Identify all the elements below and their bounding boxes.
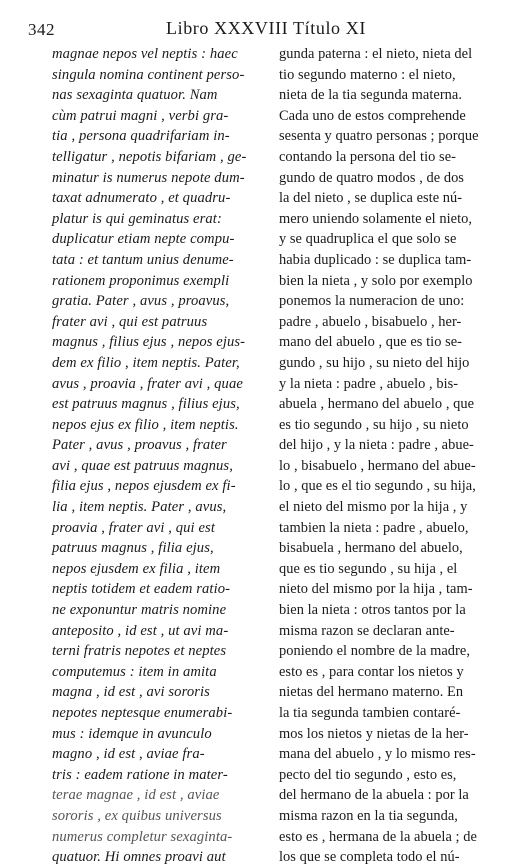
spanish-line: mana del abuelo , y lo mismo res- [279, 746, 476, 763]
spanish-line: nietas del hermano materno. En [279, 684, 464, 701]
latin-line: computemus : item in amita [52, 663, 217, 680]
spanish-line: mero uniendo solamente el nieto, [279, 210, 473, 227]
latin-line: minatur is numerus nepote dum- [52, 169, 245, 186]
spanish-line: misma razon en la tia segunda, [279, 807, 458, 824]
spanish-line: sesenta y quatro personas ; porque [279, 128, 479, 145]
spanish-line: el nieto del mismo por la hija , y [279, 499, 468, 516]
latin-line: cùm patrui magni , verbi gra- [52, 107, 229, 124]
latin-line: filia ejus , nepos ejusdem ex fi- [52, 478, 236, 495]
spanish-line: esto es , para contar los nietos y [279, 663, 464, 680]
latin-line: sororis , ex quibus universus [52, 807, 222, 824]
latin-line: nepos ejus ex filio , item neptis. [52, 416, 239, 433]
latin-line: proavia , frater avi , qui est [52, 519, 215, 536]
spanish-line: que es tio segundo , su hija , el [279, 560, 458, 577]
latin-line: est patruus magnus , filius ejus, [52, 396, 240, 413]
latin-line: telligatur , nepotis bifariam , ge- [52, 148, 247, 165]
running-head: Libro XXXVIII Título XI [166, 18, 366, 38]
latin-line: quatuor. Hi omnes proavi aut [52, 849, 226, 866]
spanish-line: pecto del tio segundo , esto es, [279, 766, 457, 783]
spanish-line: poniendo el nombre de la madre, [279, 643, 470, 660]
latin-column [52, 44, 264, 868]
latin-line: frater avi , qui est patruus [52, 313, 208, 330]
spanish-line: padre , abuelo , bisabuelo , her- [279, 313, 462, 330]
spanish-line: gundo de quatro modos , de dos [279, 169, 464, 186]
spanish-line: la tia segunda tambien contaré- [279, 705, 461, 721]
spanish-line: lo , bisabuelo , hermano del abue- [279, 457, 476, 474]
latin-line: avi , quae est patruus magnus, [52, 457, 233, 474]
spanish-line: mos los nietos y nietas de la her- [279, 725, 469, 742]
latin-line: mus : idemque in avunculo [52, 725, 212, 742]
spanish-line: y se quadruplica el que solo se [279, 231, 457, 248]
latin-line: terae magnae , id est , aviae [52, 787, 220, 804]
spanish-line: del hijo , y la nieta : padre , abue- [279, 437, 474, 454]
spanish-line: esto es , hermana de la abuela ; de [279, 828, 477, 845]
spanish-line: abuela , hermano del abuelo , que [279, 396, 475, 413]
latin-line: magna , id est , avi sororis [52, 684, 210, 701]
latin-line: nepotes neptesque enumerabi- [52, 705, 233, 721]
latin-line: nas sexaginta quatuor. Nam [52, 87, 218, 104]
latin-line: tia , persona quadrifariam in- [52, 128, 230, 145]
spanish-line: misma razon se declaran ante- [279, 622, 455, 639]
spanish-line: habia duplicado : se duplica tam- [279, 251, 472, 268]
spanish-line: gunda paterna : el nieto, nieta del [279, 46, 473, 62]
spanish-line: tambien la nieta : padre , abuelo, [279, 519, 469, 536]
latin-line: anteposito , id est , ut avi ma- [52, 622, 229, 639]
latin-line: magnae nepos vel neptis : haec [52, 46, 238, 62]
latin-line: tata : et tantum unius denume- [52, 251, 234, 268]
latin-line: platur is qui geminatus erat: [52, 210, 222, 227]
page-number: 342 [28, 20, 55, 39]
latin-line: nepos ejusdem ex filia , item [52, 560, 221, 577]
spanish-line: y la nieta : padre , abuelo , bis- [279, 375, 459, 392]
spanish-line: gundo , su hijo , su nieto del hijo [279, 354, 470, 371]
latin-line: numerus completur sexaginta- [52, 828, 233, 845]
latin-line: avus , proavia , frater avi , quae [52, 375, 243, 392]
latin-line: duplicatur etiam nepte compu- [52, 231, 235, 248]
latin-line: taxat adnumerato , et quadru- [52, 190, 231, 207]
latin-line: rationem proponimus exempli [52, 272, 230, 289]
latin-line: patruus magnus , filia ejus, [52, 540, 214, 557]
latin-line: gratia. Pater , avus , proavus, [52, 293, 230, 310]
spanish-line: lo , que es el tio segundo , su hija, [279, 478, 476, 495]
latin-line: magnus , filius ejus , nepos ejus- [52, 334, 246, 351]
spanish-line: del hermano de la abuela : por la [279, 787, 469, 804]
spanish-line: Cada uno de estos comprehende [279, 107, 466, 124]
latin-line: tris : eadem ratione in mater- [52, 766, 228, 783]
page-header [28, 18, 498, 42]
spanish-line: es tio segundo , su hijo , su nieto [279, 416, 469, 433]
spanish-line: bien la nieta : otros tantos por la [279, 602, 466, 619]
latin-line: lia , item neptis. Pater , avus, [52, 499, 227, 516]
spanish-line: los que se completa todo el nú- [279, 849, 460, 866]
spanish-line: tio segundo materno : el nieto, [279, 66, 456, 83]
spanish-line: bisabuela , hermano del abuelo, [279, 540, 463, 557]
latin-line: terni fratris nepotes et neptes [52, 643, 227, 660]
spanish-line: bien la nieta , y solo por exemplo [279, 272, 473, 289]
spanish-column [279, 44, 493, 868]
spanish-line: nieto del mismo por la hija , tam- [279, 581, 473, 598]
latin-line: dem ex filio , item neptis. Pater, [52, 354, 240, 371]
latin-line: singula nomina continent perso- [52, 66, 245, 83]
latin-line: neptis totidem et eadem ratio- [52, 581, 231, 598]
spanish-line: la del nieto , se duplica este nú- [279, 190, 463, 207]
latin-line: Pater , avus , proavus , frater [52, 437, 227, 454]
spanish-line: contando la persona del tio se- [279, 148, 456, 165]
latin-line: magno , id est , aviae fra- [52, 746, 205, 763]
spanish-line: nieta de la tia segunda materna. [279, 87, 463, 104]
spanish-line: mano del abuelo , que es tio se- [279, 334, 463, 351]
latin-line: ne exponuntur matris nomine [52, 602, 227, 619]
spanish-line: ponemos la numeracion de uno: [279, 293, 465, 310]
